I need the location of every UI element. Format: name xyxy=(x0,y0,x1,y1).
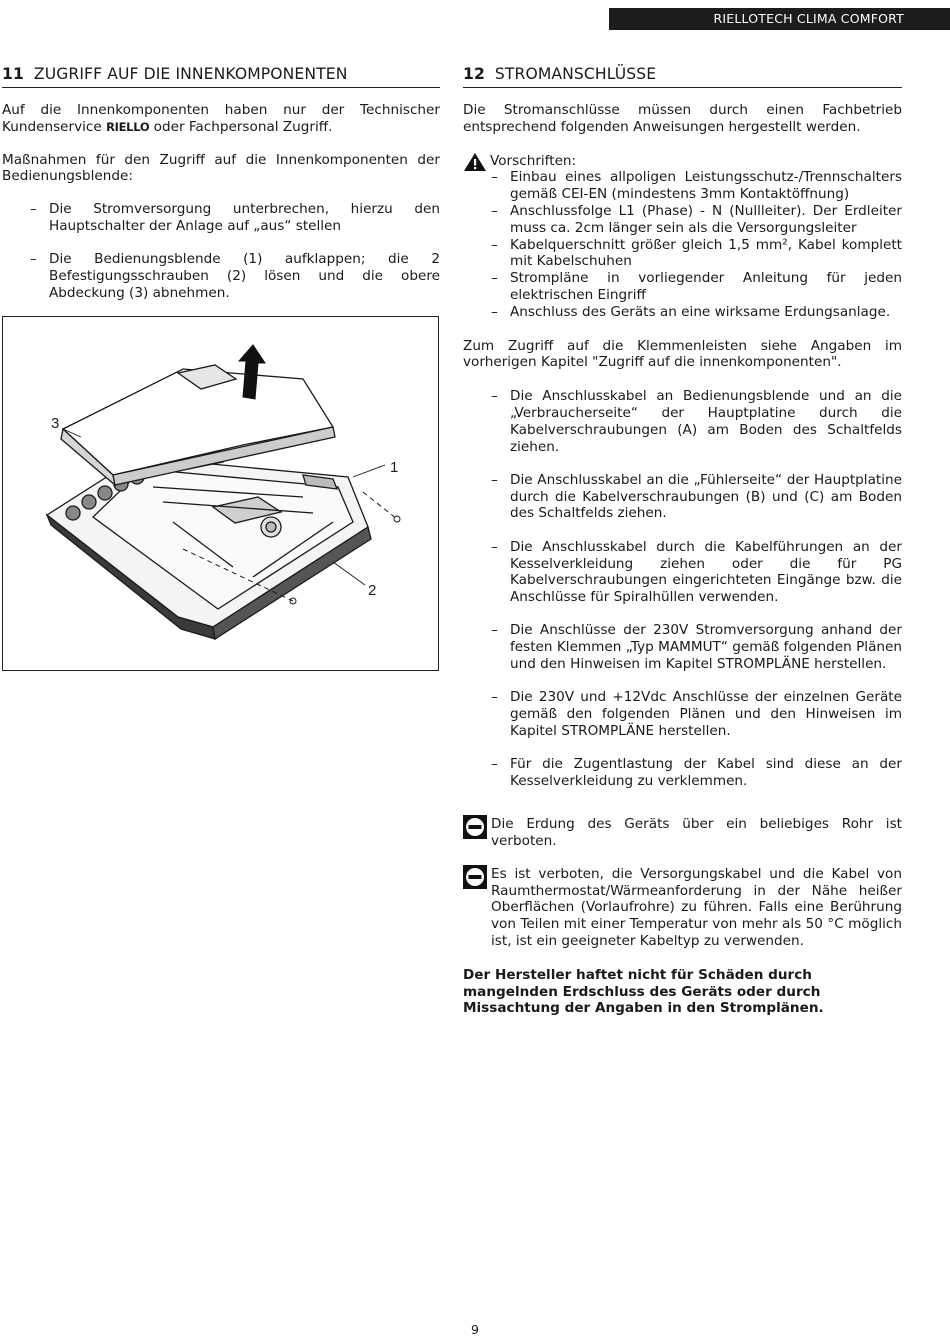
callout-panel-label: 1 xyxy=(390,459,399,476)
measures-intro: Maßnahmen für den Zugriff auf die Innenkomponenten der Bedienungsblende: xyxy=(2,151,440,185)
intro-text-a: Auf die Innenkomponenten haben nur der Technischer Kundenservice xyxy=(2,102,440,135)
regulation-item: – Anschluss des Geräts an eine wirksame Erdungsanlage. xyxy=(463,304,902,321)
access-step: – Die Stromversorgung unterbrechen, hierzu den Hauptschalter der Anlage auf „aus“ stellen xyxy=(2,201,440,235)
page-number: 9 xyxy=(471,1322,479,1337)
access-step: – Die Bedienungsblende (1) aufklappen; die 2 Befestigungsschrauben (2) lösen und die obere Abdeckung (3) abnehmen. xyxy=(2,251,440,301)
header-brand-title: RIELLOTECH CLIMA COMFORT xyxy=(713,11,904,26)
regulations-title: Vorschriften: xyxy=(490,152,577,169)
connection-instructions-list xyxy=(463,388,902,790)
regulation-item: – Einbau eines allpoligen Leistungsschutz-/Trennschalters gemäß CEI-EN (mindestens 3mm Kontaktöffnung) xyxy=(463,169,902,203)
intro-text-b: oder Fachpersonal Zugriff. xyxy=(149,118,333,135)
liability-disclaimer: Der Hersteller haftet nicht für Schäden durch mangelnden Erdschluss des Geräts oder durch Missachtung der Angaben in den Stromplänen. xyxy=(463,966,824,1017)
prohibition-cable-routing-text: Es ist verboten, die Versorgungskabel und die Kabel von Raumthermostat/Wärmeanforderung in der Nähe heißer Oberflächen (Vorlaufrohre) zu führen. Falls eine Berührung von Teilen mit einer Temperatur von mehr als 50 °C möglich ist, ist ein geeigneter Kabeltyp zu verwenden. xyxy=(491,865,902,950)
terminal-access-note: Zum Zugriff auf die Klemmenleisten siehe Angaben im vorherigen Kapitel "Zugriff auf die innenkomponenten". xyxy=(463,337,902,371)
prohibition-grounding xyxy=(463,816,902,850)
regulation-item: – Kabelquerschnitt größer gleich 1,5 mm², Kabel komplett mit Kabelschuhen xyxy=(463,237,902,271)
instruction-item: – Für die Zugentlastung der Kabel sind diese an der Kesselverkleidung zu verklemmen. xyxy=(463,756,902,790)
section-11-intro xyxy=(2,102,440,136)
section-11-heading xyxy=(2,64,440,88)
document-header-bar xyxy=(609,8,950,30)
instruction-item: – Die Anschlüsse der 230V Stromversorgung anhand der festen Klemmen „Typ MAMMUT“ gemäß folgenden Plänen und den Hinweisen im Kapitel STROMPLÄNE herstellen. xyxy=(463,622,902,672)
instruction-item: – Die Anschlusskabel an Bedienungsblende und an die „Verbraucherseite“ der Hauptplatine durch die Kabelverschraubungen (A) am Boden des Schaltfelds ziehen. xyxy=(463,388,902,455)
regulation-item: – Strompläne in vorliegender Anleitung für jeden elektrischen Eingriff xyxy=(463,270,902,304)
instruction-item: – Die Anschlusskabel an die „Fühlerseite“ der Hauptplatine durch die Kabelverschraubungen (B) und (C) am Boden des Schaltfelds ziehen. xyxy=(463,472,902,522)
prohibition-cable-routing xyxy=(463,866,902,950)
regulation-item: – Anschlussfolge L1 (Phase) - N (Nullleiter). Der Erdleiter muss ca. 2cm länger sein als die Versorgungsleiter xyxy=(463,203,902,237)
prohibition-grounding-text: Die Erdung des Geräts über ein beliebiges Rohr ist verboten. xyxy=(491,816,902,850)
section-12-heading xyxy=(463,64,902,88)
instruction-item: – Die 230V und +12Vdc Anschlüsse der einzelnen Geräte gemäß den folgenden Plänen und den Hinweisen im Kapitel STROMPLÄNE herstellen. xyxy=(463,689,902,739)
prohibition-icon xyxy=(463,815,487,839)
prohibition-icon xyxy=(463,865,487,889)
cover-removal-illustration xyxy=(3,317,438,670)
instruction-item: – Die Anschlusskabel durch die Kabelführungen an der Kesselverkleidung ziehen oder die für PG Kabelverschraubungen eingerichteten Eingänge bzw. die Anschlüsse für Spiralhüllen verwenden. xyxy=(463,539,902,606)
access-steps-list xyxy=(2,201,440,301)
regulations-block xyxy=(463,153,902,170)
section-12-number: 12 xyxy=(463,65,485,83)
cover-removal-figure xyxy=(2,316,439,671)
riello-brand-mark: RIELLO xyxy=(106,119,150,134)
callout-screws-label: 2 xyxy=(368,582,377,599)
section-12-title: STROMANSCHLÜSSE xyxy=(494,65,657,83)
section-12-intro: Die Stromanschlüsse müssen durch einen Fachbetrieb entsprechend folgenden Anweisungen hergestellt werden. xyxy=(463,102,902,135)
section-11 xyxy=(2,64,440,318)
regulations-list xyxy=(463,169,902,320)
section-11-title: ZUGRIFF AUF DIE INNENKOMPONENTEN xyxy=(33,65,348,83)
section-11-number: 11 xyxy=(2,65,24,83)
section-12 xyxy=(463,64,902,1017)
callout-cover-label: 3 xyxy=(51,415,60,432)
